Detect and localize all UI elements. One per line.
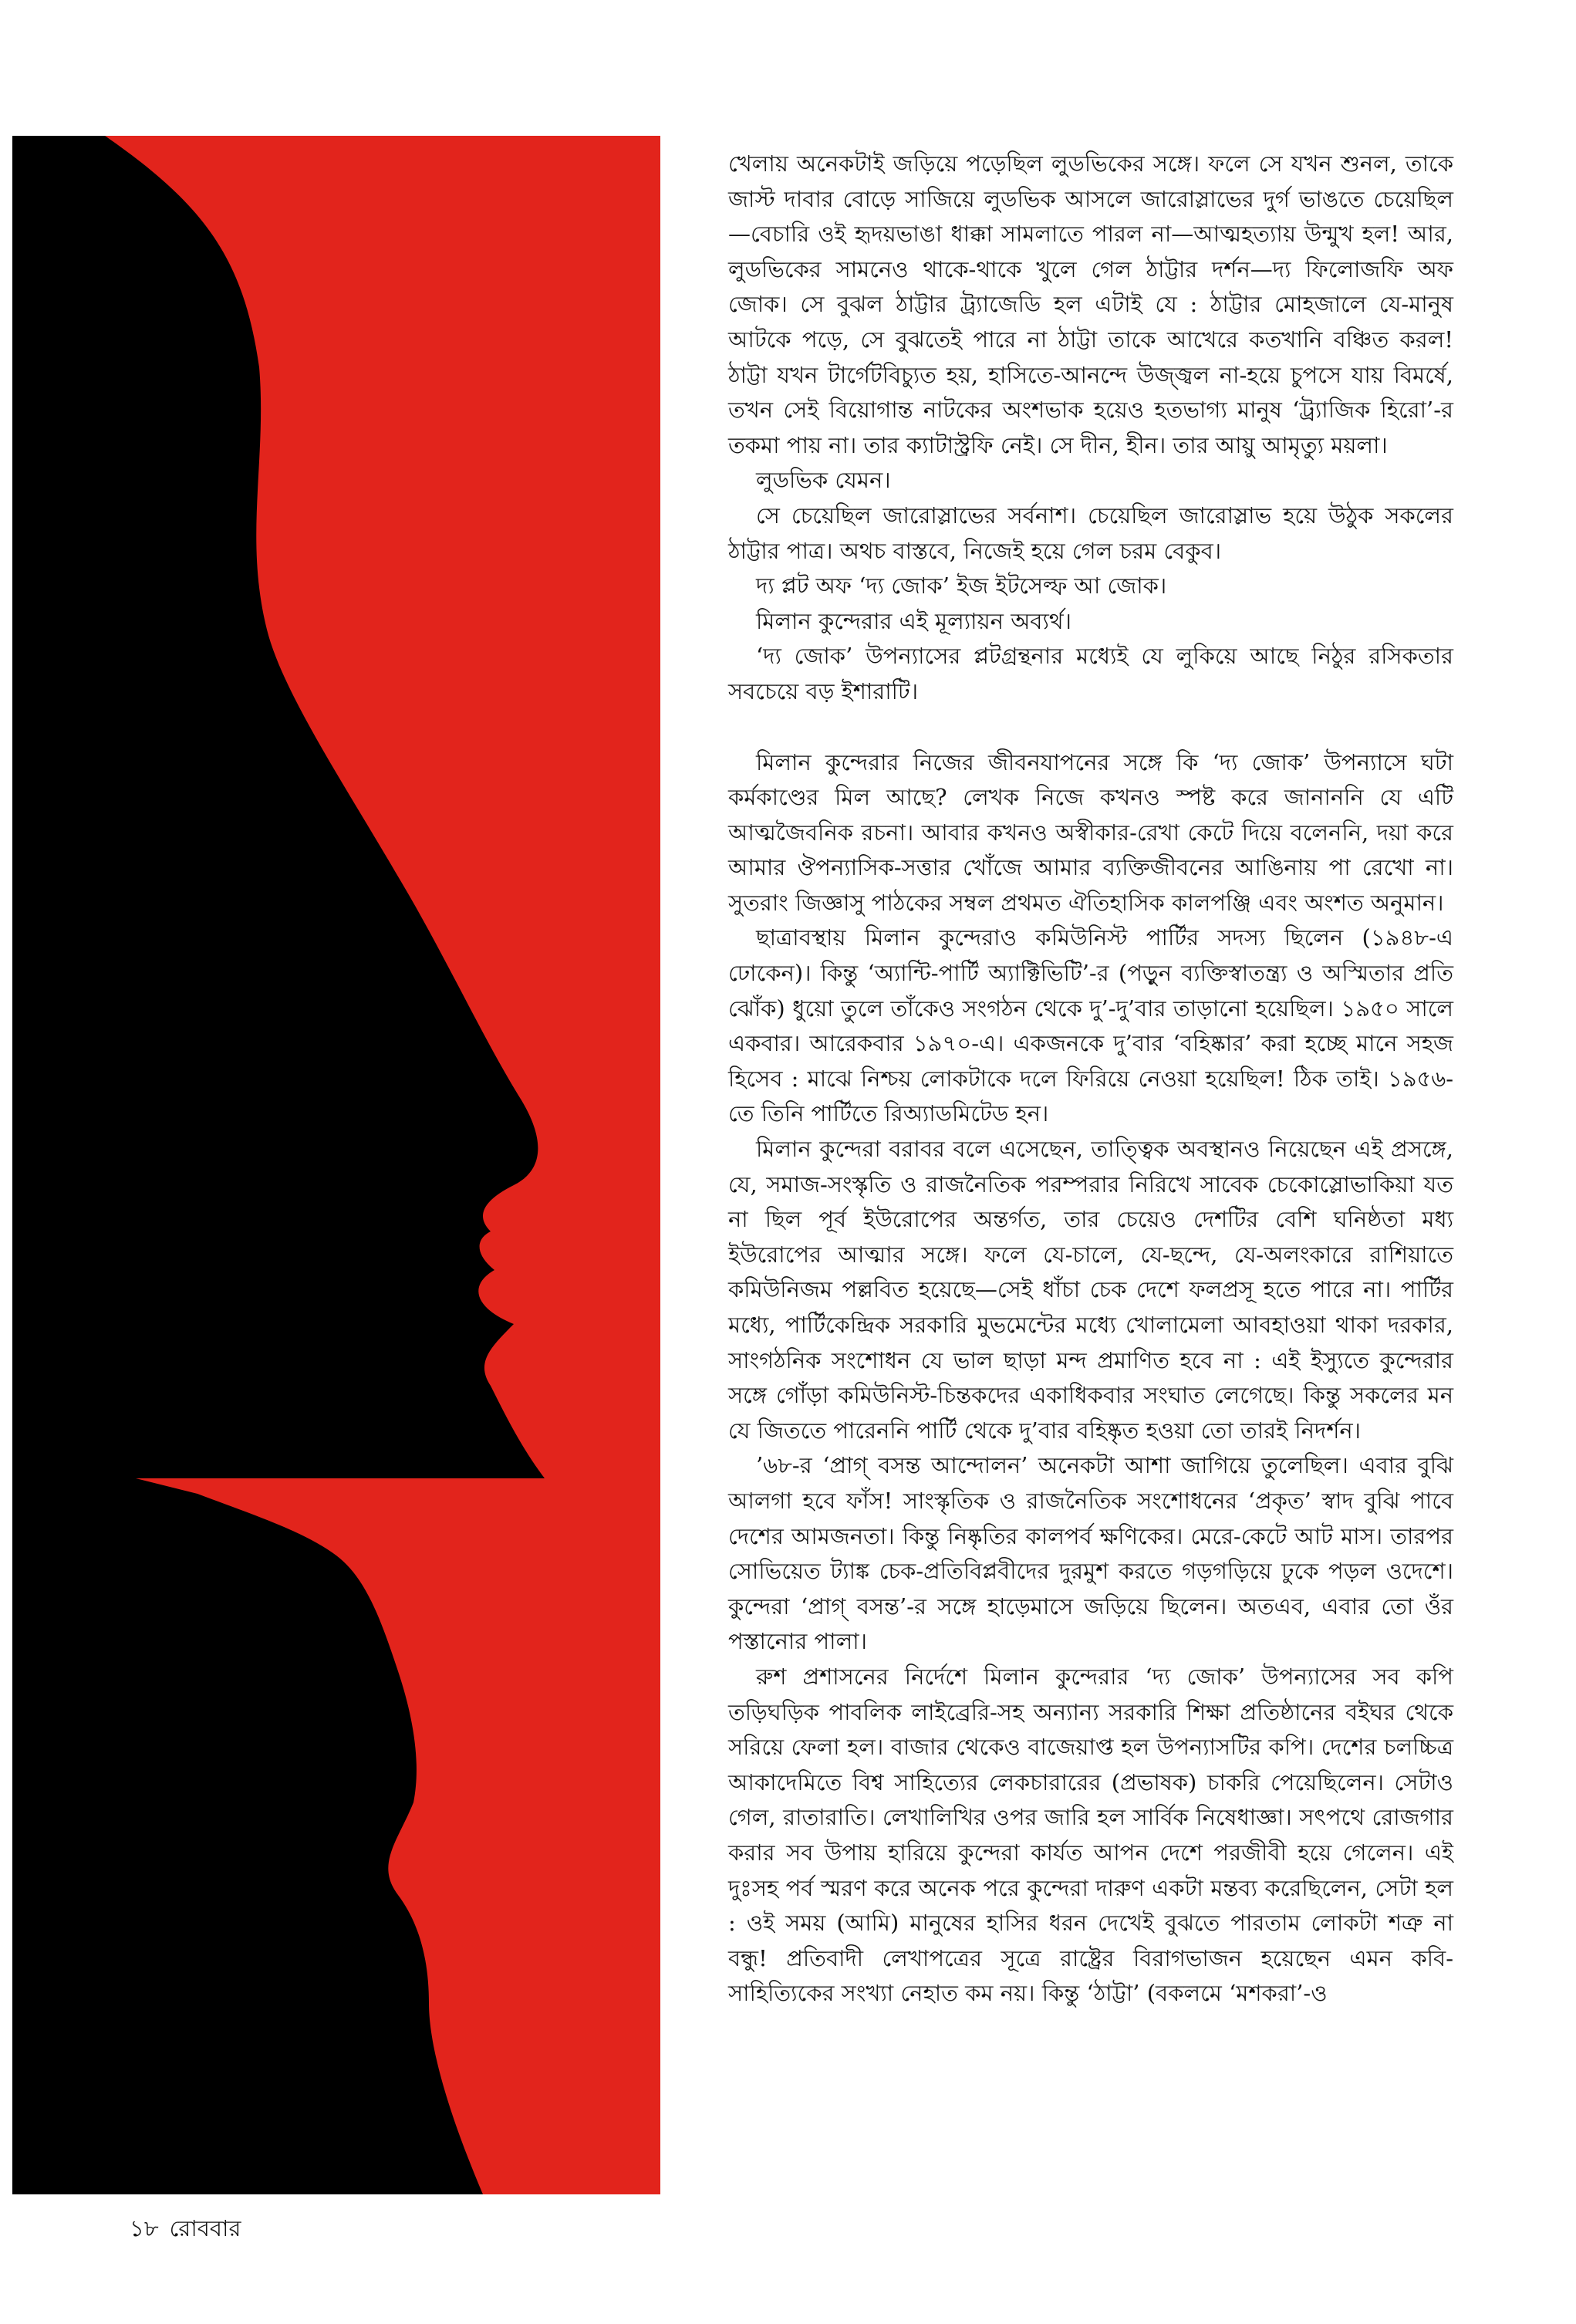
paragraph: খেলায় অনেকটাই জড়িয়ে পড়েছিল লুডভিকের সঙ্গে। ফলে সে যখন শুনল, তাকে জাস্ট দাবার বোড়ে সাজিয়ে লুডভিক আসলে জারোস্লাভের দুর্গ ভাঙতে চেয়েছিল—বেচারি ওই হৃদয়ভাঙা ধাক্কা সামলাতে পারল না—আত্মহত্যায় উন্মুখ হল! আর, লুডভিকের সামনেও থাকে-থাকে খুলে গেল ঠাট্টার দর্শন—দ্য ফিলোজফি অফ জোক। সে বুঝল ঠাট্টার ট্র্যাজেডি হল এটাই যে : ঠাট্টার মোহজালে যে-মানুষ আটকে পড়ে, সে বুঝতেই পারে না ঠাট্টা তাকে আখেরে কতখানি বঞ্চিত করল! ঠাট্টা যখন টার্গেটবিচ্যুত হয়, হাসিতে-আনন্দে উজ্জ্বল না-হয়ে চুপসে যায় বিমর্ষে, তখন সেই বিয়োগান্ত নাটকের অংশভাক হয়েও হতভাগ্য মানুষ ‘ট্র্যাজিক হিরো’-র তকমা পায় না। তার ক্যাটাস্ট্রফি নেই। সে দীন, হীন। তার আয়ু আমৃত্যু ময়লা।	[728, 150, 1453, 458]
paragraph: দ্য প্লট অফ ‘দ্য জোক’ ইজ ইটসেল্ফ আ জোক।	[756, 573, 1167, 600]
paragraph: ‘দ্য জোক’ উপন্যাসের প্লটগ্রন্থনার মধ্যেই যে লুকিয়ে আছে নিঠুর রসিকতার সবচেয়ে বড় ইশারাটি।	[728, 643, 1453, 704]
two-profile-silhouettes-icon	[12, 136, 660, 2194]
paragraph: মিলান কুন্দেরার নিজের জীবনযাপনের সঙ্গে কি ‘দ্য জোক’ উপন্যাসে ঘটা কর্মকাণ্ডের মিল আছে? লেখক নিজে কখনও স্পষ্ট করে জানাননি যে এটি আত্মজৈবনিক রচনা। আবার কখনও অস্বীকার-রেখা কেটে দিয়ে বলেননি, দয়া করে আমার ঔপন্যাসিক-সত্তার খোঁজে আমার ব্যক্তিজীবনের আঙিনায় পা রেখো না। সুতরাং জিজ্ঞাসু পাঠকের সম্বল প্রথমত ঐতিহাসিক কালপঞ্জি এবং অংশত অনুমান।	[728, 748, 1453, 916]
publication-name: রোববার	[169, 2215, 241, 2241]
paragraph: ছাত্রাবস্থায় মিলান কুন্দেরাও কমিউনিস্ট পার্টির সদস্য ছিলেন (১৯৪৮-এ ঢোকেন)। কিন্তু ‘অ্যান্টি-পার্টি অ্যাক্টিভিটি’-র (পড়ুন ব্যক্তিস্বাতন্ত্র্য ও অস্মিতার প্রতি ঝোঁক) ধুয়ো তুলে তাঁকেও সংগঠন থেকে দু’-দু’বার তাড়ানো হয়েছিল। ১৯৫০ সালে একবার। আরেকবার ১৯৭০-এ। একজনকে দু’বার ‘বহিষ্কার’ করা হচ্ছে মানে সহজ হিসেব : মাঝে নিশ্চয় লোকটাকে দলে ফিরিয়ে নেওয়া হয়েছিল! ঠিক তাই। ১৯৫৬-তে তিনি পার্টিতে রিঅ্যাডমিটেড হন।	[728, 924, 1453, 1127]
page-number: ১৮	[130, 2215, 159, 2241]
paragraph: লুডভিক যেমন।	[756, 467, 891, 494]
illustration-panel	[12, 136, 660, 2194]
paragraph: মিলান কুন্দেরার এই মূল্যায়ন অব্যর্থ।	[756, 607, 1072, 634]
page-footer	[130, 2213, 241, 2244]
article-body	[728, 147, 1453, 2012]
paragraph: ’৬৮-র ‘প্রাগ্ বসন্ত আন্দোলন’ অনেকটা আশা জাগিয়ে তুলেছিল। এবার বুঝি আলগা হবে ফাঁস! সাংস্কৃতিক ও রাজনৈতিক সংশোধনের ‘প্রকৃত’ স্বাদ বুঝি পাবে দেশের আমজনতা। কিন্তু নিষ্কৃতির কালপর্ব ক্ষণিকের। মেরে-কেটে আট মাস। তারপর সোভিয়েত ট্যাঙ্ক চেক-প্রতিবিপ্লবীদের দুরমুশ করতে গড়গড়িয়ে ঢুকে পড়ল ওদেশে। কুন্দেরা ‘প্রাগ্ বসন্ত’-র সঙ্গে হাড়েমাসে জড়িয়ে ছিলেন। অতএব, এবার তো ওঁর পস্তানোর পালা।	[728, 1452, 1453, 1655]
paragraph: মিলান কুন্দেরা বরাবর বলে এসেছেন, তাত্ত্বিক অবস্থানও নিয়েছেন এই প্রসঙ্গে, যে, সমাজ-সংস্কৃতি ও রাজনৈতিক পরম্পরার নিরিখে সাবেক চেকোস্লোভাকিয়া যত না ছিল পূর্ব ইউরোপের অন্তর্গত, তার চেয়েও দেশটির বেশি ঘনিষ্ঠতা মধ্য ইউরোপের আত্মার সঙ্গে। ফলে যে-চালে, যে-ছন্দে, যে-অলংকারে রাশিয়াতে কমিউনিজম পল্লবিত হয়েছে—সেই ধাঁচা চেক দেশে ফলপ্রসূ হতে পারে না। পার্টির মধ্যে, পার্টিকেন্দ্রিক সরকারি মুভমেন্টের মধ্যে খোলামেলা আবহাওয়া থাকা দরকার, সাংগঠনিক সংশোধন যে ভাল ছাড়া মন্দ প্রমাণিত হবে না : এই ইস্যুতে কুন্দেরার সঙ্গে গোঁড়া কমিউনিস্ট-চিন্তকদের একাধিকবার সংঘাত লেগেছে। কিন্তু সকলের মন যে জিততে পারেননি পার্টি থেকে দু’বার বহিষ্কৃত হওয়া তো তারই নিদর্শন।	[728, 1136, 1453, 1444]
paragraph: সে চেয়েছিল জারোস্লাভের সর্বনাশ। চেয়েছিল জারোস্লাভ হয়ে উঠুক সকলের ঠাট্টার পাত্র। অথচ বাস্তবে, নিজেই হয়ে গেল চরম বেকুব।	[728, 502, 1453, 564]
paragraph: রুশ প্রশাসনের নির্দেশে মিলান কুন্দেরার ‘দ্য জোক’ উপন্যাসের সব কপি তড়িঘড়িক পাবলিক লাইব্রেরি-সহ অন্যান্য সরকারি শিক্ষা প্রতিষ্ঠানের বইঘর থেকে সরিয়ে ফেলা হল। বাজার থেকেও বাজেয়াপ্ত হল উপন্যাসটির কপি। দেশের চলচ্চিত্র আকাদেমিতে বিশ্ব সাহিত্যের লেকচারারের (প্রভাষক) চাকরি পেয়েছিলেন। সেটাও গেল, রাতারাতি। লেখালিখির ওপর জারি হল সার্বিক নিষেধাজ্ঞা। সৎপথে রোজগার করার সব উপায় হারিয়ে কুন্দেরা কার্যত আপন দেশে পরজীবী হয়ে গেলেন। এই দুঃসহ পর্ব স্মরণ করে অনেক পরে কুন্দেরা দারুণ একটা মন্তব্য করেছিলেন, সেটা হল : ওই সময় (আমি) মানুষের হাসির ধরন দেখেই বুঝতে পারতাম লোকটা শত্রু না বন্ধু! প্রতিবাদী লেখাপত্রের সূত্রে রাষ্ট্রের বিরাগভাজন হয়েছেন এমন কবি-সাহিত্যিকের সংখ্যা নেহাত কম নয়। কিন্তু ‘ঠাট্টা’ (বকলমে ‘মশকরা’-ও	[728, 1663, 1453, 2007]
